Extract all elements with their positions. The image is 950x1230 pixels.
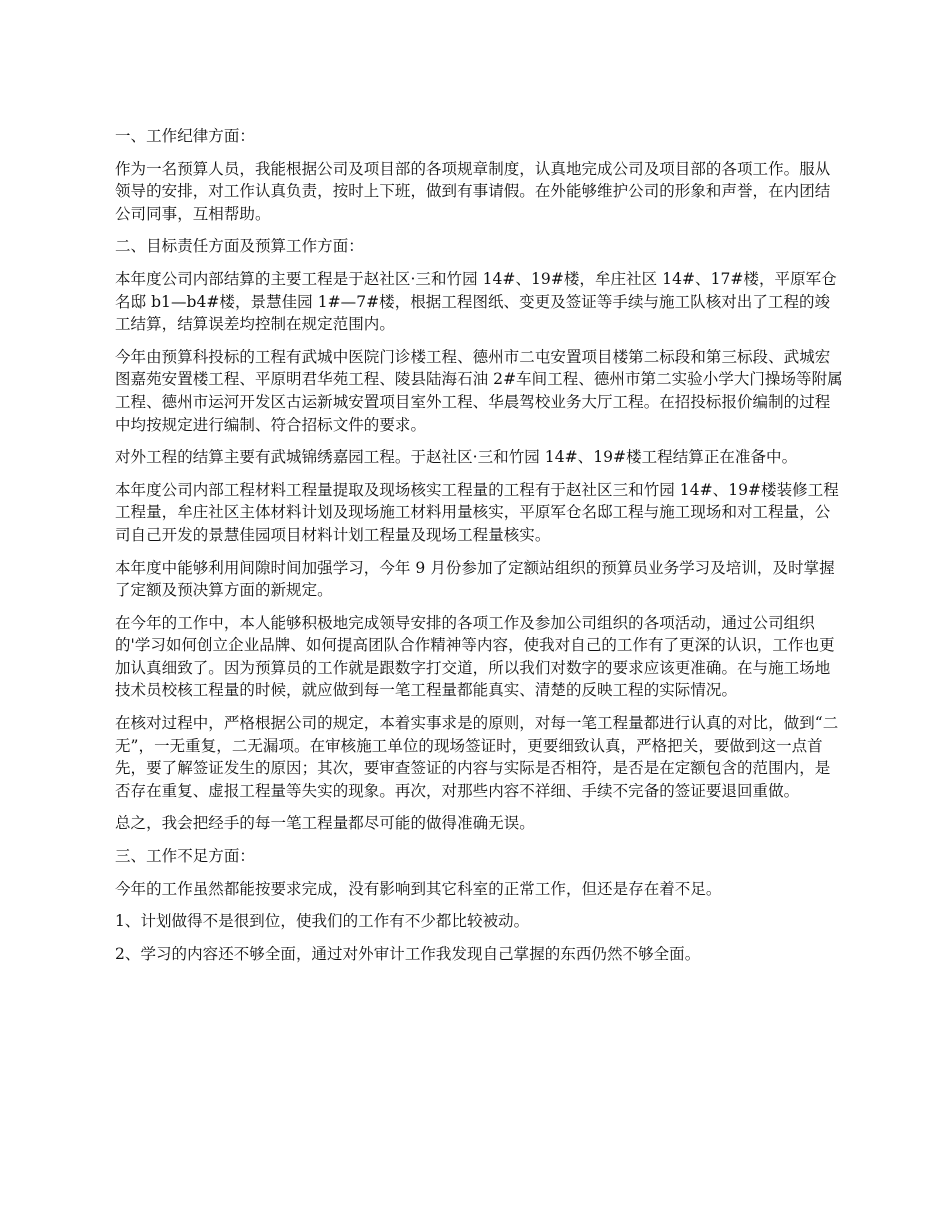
list-item-shortcoming-2: 2、学习的内容还不够全面，通过对外审计工作我发现自己掌握的东西仍然不够全面。 xyxy=(115,944,701,963)
list-item-shortcoming-1: 1、计划做得不是很到位，使我们的工作有不少都比较被动。 xyxy=(115,912,530,931)
paragraph-internal-settlement: 本年度公司内部结算的主要工程是于赵社区·三和竹园 14#、19#楼，牟庄社区 14#、17#楼，平原军仓名邸 b1—b4#楼，景慧佳园 1#—7#楼，根据工程图纸、变更及签证等手续与施工队核对出了工程的竣工结算，结算误差均控制在规定范围内。 xyxy=(115,269,837,334)
section-heading-shortcomings: 三、工作不足方面： xyxy=(115,847,255,866)
section-heading-target-responsibility: 二、目标责任方面及预算工作方面： xyxy=(115,237,364,256)
paragraph-work-attitude: 在今年的工作中，本人能够积极地完成领导安排的各项工作及参加公司组织的各项活动，通过公司组织的'学习如何创立企业品牌、如何提高团队合作精神等内容，使我对自己的工作有了更深的认识，工作也更加认真细致了。因为预算员的工作就是跟数字打交道，所以我们对数字的要求应该更准确。在与施工场地技术员校核工程量的时候，就应做到每一笔工程量都能真实、清楚的反映工程的实际情况。 xyxy=(115,613,835,700)
document-body xyxy=(115,125,843,975)
paragraph-study: 本年度中能够利用间隙时间加强学习，今年 9 月份参加了定额站组织的预算员业务学习及培训，及时掌握了定额及预决算方面的新规定。 xyxy=(115,558,835,600)
section-heading-discipline: 一、工作纪律方面： xyxy=(115,127,255,145)
paragraph-verification-process: 在核对过程中，严格根据公司的规定，本着实事求是的原则，对每一笔工程量都进行认真的对比，做到“二无”，一无重复，二无漏项。在审核施工单位的现场签证时，更要细致认真，严格把关，要做到这一点首先，要了解签证发生的原因；其次，要审查签证的内容与实际是否相符，是否是在定额包含的范围内，是否存在重复、虚报工程量等失实的现象。再次，对那些内容不祥细、手续不完备的签证要退回重做。 xyxy=(115,714,839,800)
paragraph-material-quantities: 本年度公司内部工程材料工程量提取及现场核实工程量的工程有于赵社区三和竹园 14#、19#楼装修工程工程量，牟庄社区主体材料计划及现场施工材料用量核实，平原军仓名邸工程与施工现场和对工程量，公司自己开发的景慧佳园项目材料计划工程量及现场工程量核实。 xyxy=(115,480,839,544)
paragraph-external-settlement: 对外工程的结算主要有武城锦绣嘉园工程。于赵社区·三和竹园 14#、19#楼工程结算正在准备中。 xyxy=(115,448,798,467)
paragraph-shortcomings-intro: 今年的工作虽然都能按要求完成，没有影响到其它科室的正常工作，但还是存在着不足。 xyxy=(115,879,722,898)
paragraph-discipline-body: 作为一名预算人员，我能根据公司及项目部的各项规章制度，认真地完成公司及项目部的各项工作。服从领导的安排，对工作认真负责，按时上下班，做到有事请假。在外能够维护公司的形象和声誉，在内团结公司同事，互相帮助。 xyxy=(115,159,831,223)
paragraph-summary: 总之，我会把经手的每一笔工程量都尽可能的做得准确无误。 xyxy=(115,814,535,833)
paragraph-bidding-projects: 今年由预算科投标的工程有武城中医院门诊楼工程、德州市二屯安置项目楼第二标段和第三标段、武城宏图嘉苑安置楼工程、平原明君华苑工程、陵县陆海石油 2#车间工程、德州市第二实验小学大门操场等附属工程、德州市运河开发区古运新城安置项目室外工程、华晨驾校业务大厅工程。在招投标报价编制的过程中均按规定进行编制、符合招标文件的要求。 xyxy=(115,347,843,434)
